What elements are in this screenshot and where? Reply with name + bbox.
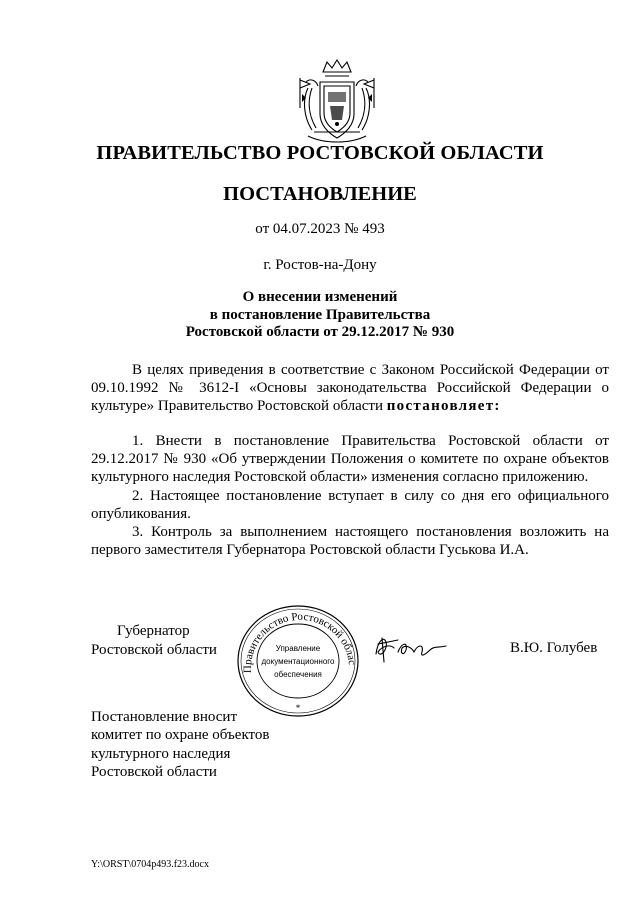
svg-text:*: * <box>295 703 301 713</box>
submitted-by-line: культурного наследия <box>91 745 231 762</box>
document-subject <box>0 289 640 342</box>
government-title: ПРАВИТЕЛЬСТВО РОСТОВСКОЙ ОБЛАСТИ <box>96 142 544 164</box>
decree-keyword: постановляет: <box>386 398 501 415</box>
subject-line: Ростовской области от 29.12.2017 № 930 <box>185 324 455 340</box>
submitted-by-line: комитет по охране объектов <box>91 727 270 744</box>
seal-ring-text: Правительство Ростовской облас <box>241 610 359 674</box>
seal-inner-line: документационного <box>261 657 335 666</box>
preamble-paragraph <box>91 361 609 416</box>
official-seal <box>231 603 365 719</box>
decree-item: 1. Внести в постановление Правительства Ростовской области от 29.12.2017 № 930 «Об утверждении Положения о комитете по охране объектов культурного наследия Ростовской области» изменения согласно приложению. <box>91 433 609 486</box>
document-type: ПОСТАНОВЛЕНИЕ <box>223 183 417 205</box>
document-date-number: от 04.07.2023 № 493 <box>255 221 385 237</box>
submitted-by-note <box>91 708 269 781</box>
seal-inner-line: обеспечения <box>274 670 322 679</box>
handwritten-signature <box>372 632 452 666</box>
signatory-title <box>91 622 217 659</box>
submitted-by-line: Ростовской области <box>91 763 217 780</box>
decree-item: 2. Настоящее постановление вступает в силу со дня его официального опубликования. <box>91 487 609 522</box>
signatory-name: В.Ю. Голубев <box>510 640 598 656</box>
document-city: г. Ростов-на-Дону <box>263 257 377 273</box>
preamble-text: В целях приведения в соответствие с Законом Российской Федерации от 09.10.1992 № 3612-I «Основы законодательства Российской Федерации о культуре» Правительство Ростовской области <box>91 362 609 415</box>
seal-inner-line: Управление <box>275 644 321 653</box>
signatory-title-line: Ростовской области <box>91 641 217 658</box>
file-path: Y:\ORST\0704p493.f23.docx <box>91 859 209 870</box>
subject-line: О внесении изменений <box>242 289 398 305</box>
coat-of-arms-emblem <box>290 58 384 148</box>
submitted-by-line: Постановление вносит <box>91 709 238 725</box>
subject-line: в постановление Правительства <box>209 306 431 323</box>
decree-item: 3. Контроль за выполнением настоящего постановления возложить на первого заместителя Губернатора Ростовской области Гуськова И.А. <box>91 524 609 559</box>
signatory-title-line: Губернатор <box>117 623 190 639</box>
decree-items <box>91 432 609 559</box>
